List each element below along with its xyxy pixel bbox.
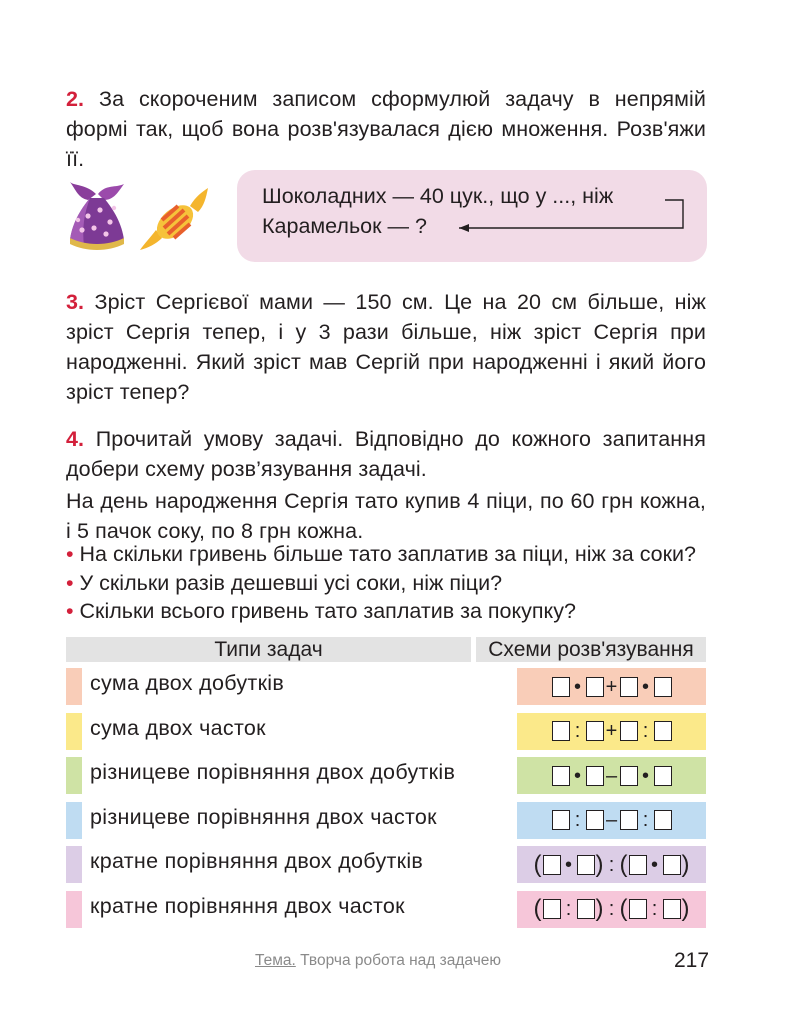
task-type-label: кратне порівняння двох добутків bbox=[90, 849, 424, 873]
operator-sign: : bbox=[574, 809, 581, 831]
short-record-line-1: Шоколадних — 40 цук., що у ..., ніж bbox=[262, 184, 614, 208]
open-paren: ( bbox=[533, 895, 542, 922]
question-text: На скільки гривень більше тато заплатив за піци, ніж за соки? bbox=[79, 542, 697, 566]
operator-sign: • bbox=[641, 764, 649, 787]
row-color-swatch bbox=[66, 713, 82, 750]
solution-scheme bbox=[517, 891, 706, 928]
task-type-label: сума двох часток bbox=[90, 715, 266, 740]
footer-topic bbox=[255, 952, 501, 970]
short-record-line-2: Карамельок — ? bbox=[262, 214, 427, 238]
operator-sign: + bbox=[605, 720, 618, 742]
question-list bbox=[66, 540, 696, 626]
task-2-number: 2. bbox=[66, 87, 85, 111]
close-paren: ) bbox=[595, 895, 604, 922]
task-4-text bbox=[66, 424, 706, 484]
header-task-types: Типи задач bbox=[66, 637, 471, 662]
page-number: 217 bbox=[674, 949, 710, 972]
task-3-body: Зріст Сергієвої мами — 150 см. Це на 20 см більше, ніж зріст Сергія тепер, і у 3 рази більше, ніж зріст Сергія при народженні. Який зріст мав Сергій при народженні і який його зріст тепер? bbox=[66, 290, 706, 404]
operator-sign: • bbox=[573, 675, 581, 698]
close-paren: ) bbox=[681, 895, 690, 922]
table-row bbox=[66, 891, 706, 928]
task-4-number: 4. bbox=[66, 427, 85, 451]
task-3-text bbox=[66, 287, 706, 407]
bullet-dot: • bbox=[66, 570, 74, 595]
empty-box bbox=[654, 766, 672, 786]
operator-sign: : bbox=[608, 898, 615, 920]
empty-box bbox=[620, 677, 638, 697]
operator-sign: • bbox=[564, 853, 572, 876]
task-type-label: різницеве порівняння двох добутків bbox=[90, 760, 456, 784]
operator-sign: : bbox=[565, 898, 572, 920]
empty-box bbox=[663, 899, 681, 919]
empty-box bbox=[552, 677, 570, 697]
topic-label: Тема. bbox=[255, 952, 296, 969]
purple-candy-icon bbox=[66, 180, 128, 252]
row-color-swatch bbox=[66, 846, 82, 883]
solution-scheme bbox=[517, 802, 706, 839]
comparison-arrow-icon bbox=[237, 170, 707, 262]
operator-sign: • bbox=[641, 675, 649, 698]
close-paren: ) bbox=[595, 850, 604, 878]
empty-box bbox=[620, 721, 638, 741]
operator-sign: : bbox=[642, 809, 649, 831]
table-row bbox=[66, 757, 706, 794]
empty-box bbox=[629, 899, 647, 919]
solution-scheme bbox=[517, 668, 706, 705]
table-row bbox=[66, 668, 706, 705]
empty-box bbox=[586, 721, 604, 741]
list-item bbox=[66, 569, 696, 598]
empty-box bbox=[654, 721, 672, 741]
operator-sign: : bbox=[642, 720, 649, 742]
empty-box bbox=[577, 899, 595, 919]
topic-text: Творча робота над задачею bbox=[300, 952, 502, 969]
empty-box bbox=[654, 810, 672, 830]
bullet-dot: • bbox=[66, 542, 74, 566]
empty-box bbox=[620, 810, 638, 830]
operator-sign: + bbox=[605, 675, 618, 698]
table-row bbox=[66, 713, 706, 750]
empty-box bbox=[552, 721, 570, 741]
task-3-number: 3. bbox=[66, 290, 85, 314]
empty-box bbox=[586, 677, 604, 697]
row-color-swatch bbox=[66, 891, 82, 928]
operator-sign: : bbox=[608, 853, 615, 876]
operator-sign: – bbox=[605, 809, 618, 831]
header-solution-schemes: Схеми розв'язування bbox=[476, 637, 706, 662]
empty-box bbox=[620, 766, 638, 786]
empty-box bbox=[543, 899, 561, 919]
empty-box bbox=[552, 810, 570, 830]
solution-scheme bbox=[517, 713, 706, 750]
task-type-label: різницеве порівняння двох часток bbox=[90, 804, 437, 829]
striped-candy-icon bbox=[138, 186, 210, 252]
solution-scheme bbox=[517, 757, 706, 794]
task-type-label: сума двох добутків bbox=[90, 671, 285, 695]
operator-sign: : bbox=[651, 898, 658, 920]
list-item bbox=[66, 597, 696, 626]
table-row bbox=[66, 846, 706, 883]
empty-box bbox=[577, 855, 595, 875]
close-paren: ) bbox=[681, 850, 690, 878]
short-record-box bbox=[237, 170, 707, 262]
task-4-story: На день народження Сергія тато купив 4 піци, по 60 грн кожна, і 5 пачок соку, по 8 грн кожна. bbox=[66, 489, 706, 543]
row-color-swatch bbox=[66, 757, 82, 794]
question-text: Скільки всього гривень тато заплатив за покупку? bbox=[79, 599, 576, 623]
empty-box bbox=[663, 855, 681, 875]
open-paren: ( bbox=[533, 850, 542, 878]
question-text: У скільки разів дешевші усі соки, ніж піци? bbox=[79, 570, 503, 595]
operator-sign: – bbox=[605, 764, 618, 787]
empty-box bbox=[543, 855, 561, 875]
open-paren: ( bbox=[619, 850, 628, 878]
task-2-text bbox=[66, 84, 706, 174]
empty-box bbox=[552, 766, 570, 786]
open-paren: ( bbox=[619, 895, 628, 922]
task-4-body: Прочитай умову задачі. Відповідно до кожного запитання добери схему розв’язування задачі. bbox=[66, 427, 707, 481]
solution-scheme bbox=[517, 846, 706, 883]
empty-box bbox=[586, 766, 604, 786]
operator-sign: • bbox=[650, 853, 658, 876]
operator-sign: • bbox=[573, 764, 581, 787]
task-type-label: кратне порівняння двох часток bbox=[90, 893, 405, 918]
empty-box bbox=[586, 810, 604, 830]
table-row bbox=[66, 802, 706, 839]
list-item bbox=[66, 540, 696, 569]
task-2-body: За скороченим записом сформулюй задачу в непрямій формі так, щоб вона розв'язувалася дією множення. Розв'яжи її. bbox=[66, 87, 707, 171]
empty-box bbox=[629, 855, 647, 875]
bullet-dot: • bbox=[66, 599, 74, 623]
operator-sign: : bbox=[574, 720, 581, 742]
empty-box bbox=[654, 677, 672, 697]
row-color-swatch bbox=[66, 802, 82, 839]
row-color-swatch bbox=[66, 668, 82, 705]
